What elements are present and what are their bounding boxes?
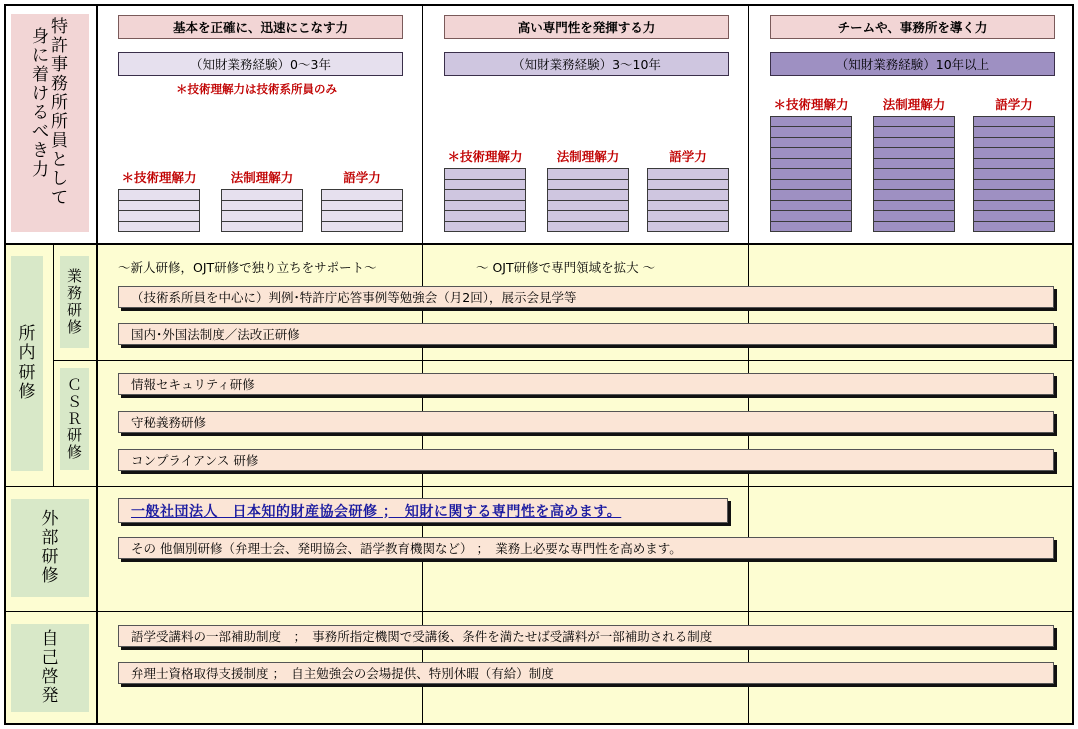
skills-label-char: て bbox=[51, 188, 68, 209]
skill-label: 法制理解力 bbox=[556, 149, 620, 164]
column-header-basic: 基本を正確に、迅速にこなす力 bbox=[118, 15, 403, 39]
bar-language-subsidy: 語学受講料の一部補助制度 ； 事務所指定機関で受講後、条件を満たせば受講料が一部補助される制度 bbox=[118, 625, 1054, 647]
skill-label: 法制理解力 bbox=[230, 170, 294, 185]
self-label-char: 発 bbox=[41, 686, 59, 707]
skills-label-char: べ bbox=[32, 122, 49, 143]
skill-level-segment bbox=[770, 221, 852, 233]
skills-label-char: 許 bbox=[51, 36, 68, 57]
business-label-char: 務 bbox=[66, 284, 82, 303]
skills-label-char: け bbox=[32, 84, 49, 105]
internal-label-char: 研 bbox=[18, 362, 36, 383]
skills-label-char: 特 bbox=[51, 17, 68, 37]
skill-level-segment bbox=[547, 221, 629, 233]
external-label-char: 部 bbox=[41, 527, 59, 548]
experience-3-10: （知財業務経験）3～10年 bbox=[444, 52, 729, 76]
csr-label-char: 修 bbox=[66, 443, 82, 462]
skills-label-char: き bbox=[32, 141, 49, 162]
business-caption-newcomer: ～新人研修，OJT研修で独り立ちをサポート～ bbox=[118, 260, 377, 275]
column-divider-1 bbox=[422, 4, 423, 725]
bar-compliance: コンプライアンス 研修 bbox=[118, 449, 1054, 471]
self-label-char: 自 bbox=[41, 628, 59, 649]
skill-level-segment bbox=[973, 221, 1055, 233]
skills-label-char: 務 bbox=[51, 74, 68, 95]
internal-label-char: 所 bbox=[18, 324, 36, 345]
skill-label: ＊技術理解力 bbox=[121, 170, 197, 185]
skill-label: ＊技術理解力 bbox=[447, 149, 523, 164]
skills-label-char: 力 bbox=[32, 160, 49, 181]
skills-label-char: し bbox=[51, 169, 68, 190]
external-label-char: 修 bbox=[41, 566, 59, 587]
self-development-label bbox=[11, 624, 89, 712]
business-label-char: 修 bbox=[66, 317, 82, 336]
csr-label-char: Ｓ bbox=[66, 392, 82, 411]
skills-label-char: る bbox=[32, 103, 49, 124]
skills-label-char: 着 bbox=[32, 65, 49, 86]
tech-skill-note: ＊技術理解力は技術系所員のみ bbox=[176, 82, 337, 96]
skill-level-segment bbox=[221, 221, 303, 233]
skill-level-segment bbox=[444, 221, 526, 233]
internal-label-char: 内 bbox=[18, 343, 36, 364]
row-divider-business-csr bbox=[53, 360, 1074, 361]
sub-label-divider bbox=[53, 244, 54, 486]
column-divider-2 bbox=[748, 4, 749, 725]
business-training-label bbox=[60, 256, 89, 348]
experience-10-plus: （知財業務経験）10年以上 bbox=[770, 52, 1055, 76]
bar-case-study-meeting: （技術系所員を中心に）判例･特許庁応答事例等勉強会（月2回），展示会見学等 bbox=[118, 286, 1054, 308]
row-divider-external bbox=[4, 611, 1074, 612]
skills-label-char: 身 bbox=[32, 27, 49, 47]
external-label-char: 研 bbox=[41, 547, 59, 567]
business-label-char: 研 bbox=[66, 301, 82, 319]
skills-label-char: と bbox=[51, 150, 68, 171]
self-label-char: 啓 bbox=[41, 667, 59, 687]
internal-training-label bbox=[11, 256, 43, 471]
skills-label-char: 事 bbox=[51, 55, 68, 76]
row-divider-skills bbox=[4, 243, 1074, 245]
skill-label: 語学力 bbox=[669, 149, 707, 164]
skills-side-label bbox=[11, 14, 89, 232]
bar-law-revision-training: 国内･外国法制度／法改正研修 bbox=[118, 323, 1054, 345]
csr-label-char: 研 bbox=[66, 426, 82, 445]
skill-level-segment bbox=[118, 221, 200, 233]
skill-level-segment bbox=[873, 221, 955, 233]
skill-label: 語学力 bbox=[343, 170, 381, 185]
skill-label: ＊技術理解力 bbox=[773, 96, 849, 112]
bar-other-training: その 他個別研修（弁理士会、発明協会、語学教育機関など） ； 業務上必要な専門性を高めます。 bbox=[118, 537, 1054, 559]
csr-label-char: Ｃ bbox=[66, 376, 82, 394]
bar-confidentiality: 守秘義務研修 bbox=[118, 411, 1054, 433]
external-training-label bbox=[11, 499, 89, 597]
skill-label: 語学力 bbox=[995, 96, 1033, 112]
skill-label: 法制理解力 bbox=[882, 96, 946, 112]
csr-label-char: Ｒ bbox=[66, 409, 82, 428]
bar-info-security: 情報セキュリティ研修 bbox=[118, 373, 1054, 395]
skills-label-char: 所 bbox=[51, 93, 68, 114]
self-label-char: 己 bbox=[41, 647, 59, 668]
jipa-training-link[interactable]: 一般社団法人 日本知的財産協会研修 ； 知財に関する専門性を高めます。 bbox=[118, 498, 728, 523]
external-label-char: 外 bbox=[41, 508, 59, 529]
skill-level-segment bbox=[321, 221, 403, 233]
skills-label-char: に bbox=[32, 46, 49, 67]
column-header-expert: 高い専門性を発揮する力 bbox=[444, 15, 729, 39]
experience-0-3: （知財業務経験）0～3年 bbox=[118, 52, 403, 76]
bar-patent-attorney-support: 弁理士資格取得支援制度 ； 自主勉強会の会場提供、特別休暇（有給）制度 bbox=[118, 662, 1054, 684]
skills-label-char: 所 bbox=[51, 112, 68, 133]
skills-label-char: 員 bbox=[51, 131, 68, 152]
internal-label-char: 修 bbox=[18, 381, 36, 402]
csr-training-label bbox=[60, 368, 89, 470]
row-divider-internal bbox=[4, 486, 1074, 487]
column-header-leader: チームや、事務所を導く力 bbox=[770, 15, 1055, 39]
business-label-char: 業 bbox=[66, 267, 82, 286]
business-caption-ojt: ～ OJT研修で専門領域を拡大 ～ bbox=[476, 260, 656, 275]
label-column-divider bbox=[96, 4, 98, 725]
skill-level-segment bbox=[647, 221, 729, 233]
